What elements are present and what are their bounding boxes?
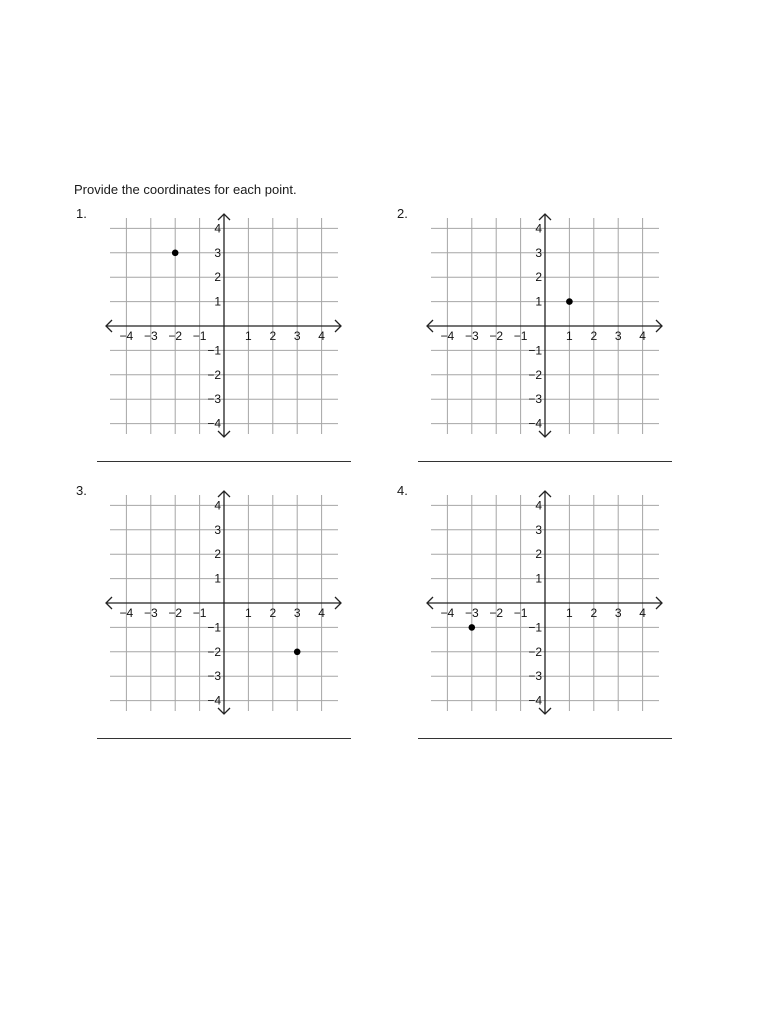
x-tick-label: −2: [489, 329, 504, 343]
x-tick-label: −2: [489, 606, 504, 620]
x-tick-label: −3: [143, 329, 158, 343]
x-tick-label: −4: [119, 606, 134, 620]
instructions-text: Provide the coordinates for each point.: [74, 182, 297, 197]
answer-line-3[interactable]: [97, 738, 351, 739]
y-tick-label: −3: [528, 392, 542, 407]
y-tick-label: −1: [207, 343, 221, 358]
x-tick-label: 1: [566, 329, 573, 343]
x-tick-label: 4: [639, 329, 646, 343]
x-tick-label: −1: [513, 606, 528, 620]
problem-number-1: 1.: [76, 206, 87, 221]
x-tick-label: −2: [168, 329, 183, 343]
y-tick-label: −3: [207, 669, 221, 684]
problem-number-3: 3.: [76, 483, 87, 498]
y-tick-label: −1: [207, 620, 221, 635]
y-tick-label: 4: [214, 221, 221, 236]
coordinate-grid-2: [421, 214, 671, 440]
plotted-point: [172, 250, 179, 257]
coordinate-grid-4: [421, 491, 671, 717]
x-tick-label: −4: [440, 606, 455, 620]
y-tick-label: −2: [528, 367, 542, 382]
answer-line-1[interactable]: [97, 461, 351, 462]
y-tick-label: 3: [535, 245, 542, 260]
y-tick-label: −2: [528, 644, 542, 659]
problem-number-4: 4.: [397, 483, 408, 498]
answer-line-4[interactable]: [418, 738, 672, 739]
x-tick-label: 2: [269, 606, 277, 620]
y-tick-label: 4: [535, 498, 542, 513]
y-tick-label: 1: [214, 571, 221, 586]
plotted-point: [469, 624, 476, 631]
y-tick-label: 1: [535, 571, 542, 586]
x-tick-label: 1: [245, 329, 252, 343]
x-tick-label: −3: [464, 329, 479, 343]
x-tick-label: −1: [192, 329, 207, 343]
y-tick-label: 2: [535, 547, 542, 562]
coordinate-grid-1: [100, 214, 350, 440]
x-tick-label: −1: [192, 606, 207, 620]
y-tick-label: −4: [528, 693, 542, 708]
y-tick-label: 2: [535, 270, 542, 285]
x-tick-label: −3: [464, 606, 479, 620]
x-tick-label: 4: [639, 606, 646, 620]
y-tick-label: 3: [214, 245, 221, 260]
x-tick-label: −2: [168, 606, 183, 620]
x-tick-label: 4: [318, 329, 325, 343]
y-tick-label: −2: [207, 367, 221, 382]
y-tick-label: −4: [207, 416, 221, 431]
y-tick-label: 3: [535, 522, 542, 537]
y-tick-label: −1: [528, 620, 542, 635]
y-tick-label: 2: [214, 270, 221, 285]
y-tick-label: 4: [535, 221, 542, 236]
x-tick-label: 3: [614, 329, 622, 343]
plotted-point: [294, 649, 301, 656]
y-tick-label: 4: [214, 498, 221, 513]
x-tick-label: 1: [566, 606, 573, 620]
x-tick-label: 2: [590, 606, 598, 620]
x-tick-label: −4: [119, 329, 134, 343]
x-tick-label: −4: [440, 329, 455, 343]
y-tick-label: −2: [207, 644, 221, 659]
y-tick-label: 2: [214, 547, 221, 562]
coordinate-grid-3: [100, 491, 350, 717]
x-tick-label: 1: [245, 606, 252, 620]
y-tick-label: 1: [535, 294, 542, 309]
y-tick-label: −1: [528, 343, 542, 358]
x-tick-label: 3: [293, 329, 301, 343]
answer-line-2[interactable]: [418, 461, 672, 462]
plotted-point: [566, 298, 573, 305]
y-tick-label: −3: [207, 392, 221, 407]
x-tick-label: 3: [614, 606, 622, 620]
x-tick-label: −3: [143, 606, 158, 620]
y-tick-label: −3: [528, 669, 542, 684]
x-tick-label: 2: [590, 329, 598, 343]
x-tick-label: 4: [318, 606, 325, 620]
y-tick-label: −4: [207, 693, 221, 708]
problem-number-2: 2.: [397, 206, 408, 221]
x-tick-label: −1: [513, 329, 528, 343]
y-tick-label: −4: [528, 416, 542, 431]
y-tick-label: 3: [214, 522, 221, 537]
y-tick-label: 1: [214, 294, 221, 309]
x-tick-label: 3: [293, 606, 301, 620]
x-tick-label: 2: [269, 329, 277, 343]
